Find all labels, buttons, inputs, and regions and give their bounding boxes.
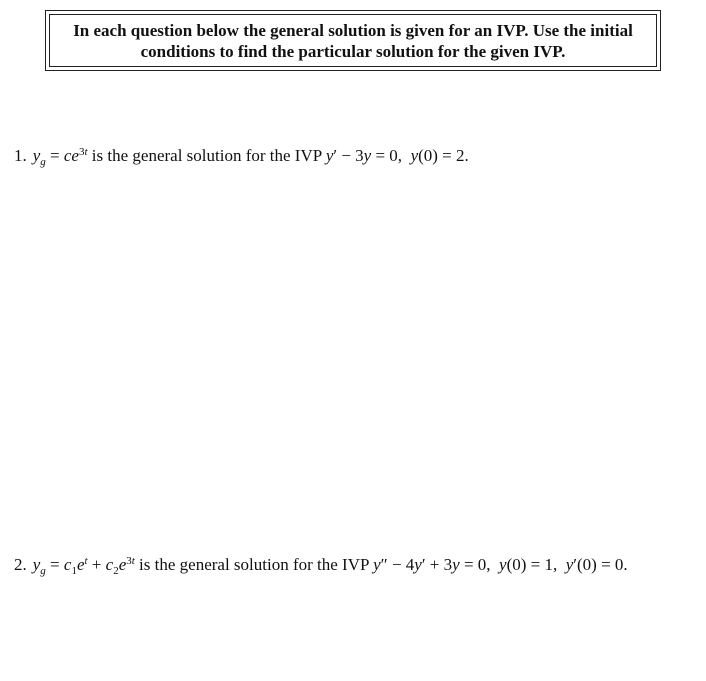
problem-1-initial-condition: y(0) = 2. xyxy=(410,146,469,165)
problem-2-number: 2. xyxy=(14,555,27,574)
problem-1-number: 1. xyxy=(14,146,27,165)
instruction-inner-border xyxy=(49,14,657,67)
problem-2-general-solution: $y_g = c_1e^t + c_2e^{3t}$ xyxy=(32,555,135,577)
problem-2 xyxy=(14,554,628,576)
instruction-line-2: conditions to find the particular solution for the given IVP. xyxy=(140,41,566,61)
problem-2-initial-conditions: y(0) = 1, y′(0) = 0. xyxy=(499,555,628,574)
problem-2-statement: is the general solution for the IVP xyxy=(139,555,369,574)
instruction-line-1: In each question below the general solution is given for an IVP. Use the initial xyxy=(73,20,633,40)
problem-1-ode: y′ − 3y = 0, xyxy=(325,146,403,165)
instruction-text xyxy=(73,20,633,62)
instruction-box xyxy=(45,10,661,71)
problem-2-ode: y″ − 4y′ + 3y = 0, xyxy=(373,555,491,574)
problem-1 xyxy=(14,145,469,167)
problem-1-statement: is the general solution for the IVP xyxy=(91,146,322,165)
problem-1-general-solution: $y_g = ce^{3t}$ xyxy=(32,146,88,168)
